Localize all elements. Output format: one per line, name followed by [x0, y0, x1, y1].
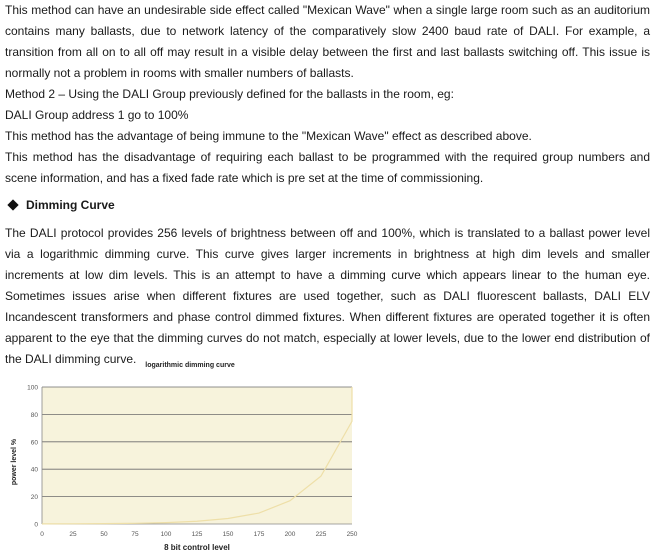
chart-title: logarithmic dimming curve — [145, 362, 235, 369]
x-tick-label: 150 — [222, 531, 234, 538]
dimming-curve-paragraph: The DALI protocol provides 256 levels of brightness between off and 100%, which is translated to a ballast power level via a logarithmic dimming curve. This curve gives larger increments in brightness at high dim levels and smaller increments at low dim levels. This is an attempt to have a dimming curve which appears linear to the human eye. Sometimes issues arise when different fixtures are used together, such as DALI fluorescent ballasts, DALI ELV Incandescent transformers and phase control dimmed fixtures. When different fixtures are operated together it is often apparent to the eye that the dimming curves do not match, especially at lower levels, due to the lower end distribution of the DALI dimming curve. — [5, 226, 650, 366]
y-tick-label: 20 — [30, 494, 38, 502]
y-tick-label: 0 — [34, 521, 38, 529]
x-tick-label: 50 — [100, 531, 108, 538]
y-tick-label: 40 — [30, 466, 38, 474]
y-axis-label: power level % — [11, 438, 18, 486]
x-tick-label: 250 — [346, 531, 358, 538]
method-2-line: Method 2 – Using the DALI Group previously defined for the ballasts in the room, eg: — [5, 87, 454, 101]
advantage-line: This method has the advantage of being immune to the "Mexican Wave" effect as described above. — [5, 129, 532, 143]
x-tick-label: 225 — [315, 531, 327, 538]
diamond-bullet-icon — [7, 199, 18, 210]
plot-area — [42, 387, 352, 524]
x-tick-label: 0 — [40, 531, 44, 538]
dimming-curve-chart — [0, 357, 360, 553]
chart-svg — [0, 357, 360, 553]
dimming-curve-heading — [5, 195, 650, 215]
document-body — [5, 0, 650, 370]
mexican-wave-paragraph: This method can have an undesirable side effect called "Mexican Wave" when a single large room such as an auditorium contains many ballasts, due to network latency of the comparatively slow 2400 baud rate of DALI. For example, a transition from all on to all off may result in a visible delay between the first and last ballasts switching off. This issue is normally not a problem in rooms with smaller numbers of ballasts. — [5, 3, 650, 80]
x-tick-label: 100 — [160, 531, 172, 538]
x-tick-label: 75 — [131, 531, 139, 538]
y-tick-label: 100 — [27, 384, 38, 392]
y-tick-label: 80 — [30, 411, 38, 419]
x-axis-label: 8 bit control level — [164, 543, 230, 552]
dali-command-line: DALI Group address 1 go to 100% — [5, 108, 189, 122]
heading-text: Dimming Curve — [26, 198, 115, 212]
x-tick-label: 25 — [69, 531, 77, 538]
x-tick-label: 200 — [284, 531, 296, 538]
y-tick-label: 60 — [30, 439, 38, 447]
x-tick-label: 175 — [253, 531, 265, 538]
x-tick-label: 125 — [191, 531, 203, 538]
disadvantage-paragraph: This method has the disadvantage of requiring each ballast to be programmed with the required group numbers and scene information, and has a fixed fade rate which is pre set at the time of commissioning. — [5, 150, 650, 185]
